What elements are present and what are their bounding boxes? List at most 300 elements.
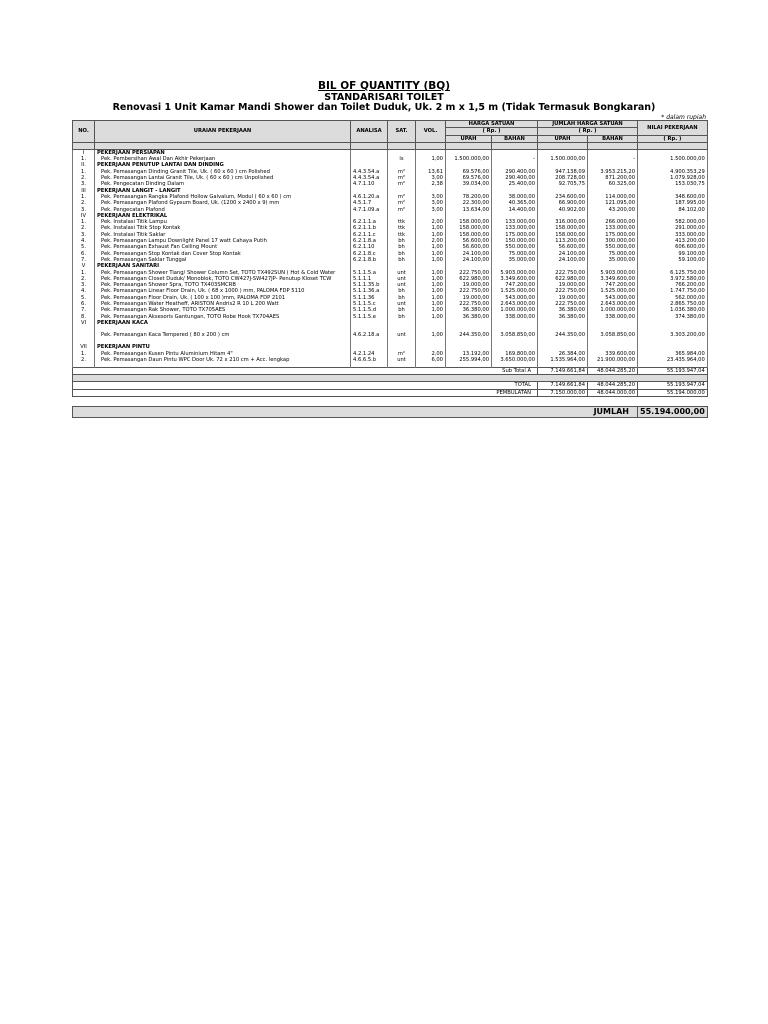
gap-row (73, 396, 708, 406)
row-no: III (73, 188, 95, 194)
row-volume: 1,00 (416, 270, 446, 276)
header-nilai-rp: ( Rp. ) (638, 135, 708, 142)
row-description: Pek. Pemasangan Plafond Gypsum Board, Uk. (1200 x 2400 x 9) mm (95, 200, 351, 206)
row-jumlah-upah: 56.600,00 (538, 244, 588, 250)
row-no: 1. (73, 156, 95, 162)
row-jumlah-bahan: 338.000,00 (588, 314, 638, 320)
row-analisa: 6.2.1.1.a (351, 219, 388, 225)
header-row-1 (73, 121, 708, 128)
row-nilai: 1.747.750,00 (638, 288, 708, 294)
row-description: PEKERJAAN LANGIT - LANGIT (95, 188, 351, 194)
row-description: Pek. Pembersihan Awal Dan Akhir Pekerjaan (95, 156, 351, 162)
total-bahan: 48.044.285,20 (588, 382, 638, 389)
header-sat: SAT. (388, 121, 416, 143)
subtotal-bahan: 48.044.285,20 (588, 368, 638, 375)
row-jumlah-upah: 36.380,00 (538, 307, 588, 313)
row-nilai: 6.125.750,00 (638, 270, 708, 276)
jumlah-nilai: 55.194.000,00 (638, 406, 708, 417)
row-nilai: 1.500.000,00 (638, 156, 708, 162)
row-jumlah-upah: 26.384,00 (538, 351, 588, 357)
row-analisa: 5.1.1.5.a (351, 270, 388, 276)
header-no: NO. (73, 121, 95, 143)
row-jumlah-upah: 222.750,00 (538, 301, 588, 307)
row-unit: unt (388, 282, 416, 288)
row-volume: 1,00 (416, 295, 446, 301)
row-jumlah-upah: 947.138,09 (538, 169, 588, 175)
row-harga-upah: 36.380,00 (446, 307, 492, 313)
row-jumlah-bahan: 75.000,00 (588, 251, 638, 257)
row-unit: bh (388, 295, 416, 301)
row-analisa: 6.2.1.1.b (351, 225, 388, 231)
row-nilai: 3.972.580,00 (638, 276, 708, 282)
row-harga-upah: 13.634,00 (446, 207, 492, 213)
row-harga-bahan: 40.365,00 (492, 200, 538, 206)
row-jumlah-bahan: 175.000,00 (588, 232, 638, 238)
pembulatan-bahan: 48.044.000,00 (588, 389, 638, 396)
header-bahan: BAHAN (492, 135, 538, 142)
row-no: 2. (73, 276, 95, 282)
row-harga-upah: 622.980,00 (446, 276, 492, 282)
row-description: Pek. Pengecatan Dinding Dalam (95, 181, 351, 187)
row-unit: bh (388, 314, 416, 320)
row-harga-bahan: 1.000.000,00 (492, 307, 538, 313)
row-jumlah-bahan: 114.000,00 (588, 194, 638, 200)
row-volume: 2,00 (416, 238, 446, 244)
row-nilai: 365.984,00 (638, 351, 708, 357)
row-no: 3. (73, 282, 95, 288)
row-harga-upah: 158.000,00 (446, 232, 492, 238)
header-uraian: URAIAN PEKERJAAN (95, 121, 351, 143)
row-nilai: 333.000,00 (638, 232, 708, 238)
row-description: Pek. Pemasangan Kaca Tempered ( 80 x 200 ) cm (95, 326, 351, 344)
row-nilai: 562.000,00 (638, 295, 708, 301)
row-analisa: 6.2.1.1.c (351, 232, 388, 238)
row-volume: 1,00 (416, 288, 446, 294)
row-no: 6. (73, 301, 95, 307)
row-harga-bahan: 133.000,00 (492, 219, 538, 225)
row-volume: 3,00 (416, 175, 446, 181)
row-analisa (351, 149, 388, 156)
row-harga-bahan: 5.903.000,00 (492, 270, 538, 276)
total-label: TOTAL (73, 382, 538, 389)
row-analisa: 5.1.1.36.a (351, 288, 388, 294)
row-jumlah-bahan: 550.000,00 (588, 244, 638, 250)
row-jumlah-upah: 234.600,00 (538, 194, 588, 200)
row-jumlah-bahan: 339.600,00 (588, 351, 638, 357)
row-harga-upah (446, 149, 492, 156)
row-analisa: 5.1.1.35.b (351, 282, 388, 288)
row-nilai: 153.030,75 (638, 181, 708, 187)
row-jumlah-upah: 113.200,00 (538, 238, 588, 244)
header-upah: UPAH (538, 135, 588, 142)
row-jumlah-bahan: 543.000,00 (588, 295, 638, 301)
row-no: II. (73, 162, 95, 168)
row-volume: 1,00 (416, 307, 446, 313)
row-harga-upah: 13.192,00 (446, 351, 492, 357)
row-analisa: 4.2.1.24 (351, 351, 388, 357)
header-nilai: NILAI PEKERJAAN (638, 121, 708, 136)
row-unit: bh (388, 238, 416, 244)
row-jumlah-upah: 158.000,00 (538, 225, 588, 231)
row-jumlah-bahan: 60.325,00 (588, 181, 638, 187)
row-analisa: 6.2.1.10 (351, 244, 388, 250)
row-harga-upah: 22.300,00 (446, 200, 492, 206)
row-jumlah-bahan: 2.643.000,00 (588, 301, 638, 307)
row-unit: m² (388, 175, 416, 181)
row-harga-bahan: 1.525.000,00 (492, 288, 538, 294)
row-analisa: 4.7.1.10 (351, 181, 388, 187)
project-description: Renovasi 1 Unit Kamar Mandi Shower dan Toilet Duduk, Uk. 2 m x 1,5 m (Tidak Termasuk Bongkaran) (112, 102, 656, 113)
row-description: Pek. Pemasangan Rak Shower, TOTO TX705AES (95, 307, 351, 313)
row-unit: ttk (388, 219, 416, 225)
row-jumlah-bahan: 747.200,00 (588, 282, 638, 288)
row-nilai: 1.036.380,00 (638, 307, 708, 313)
row-volume: 2,00 (416, 351, 446, 357)
row-description: Pek. Pemasangan Daun Pintu WPC Door Uk. 72 x 210 cm + Acc. lengkap (95, 357, 351, 363)
row-no: 6. (73, 251, 95, 257)
row-no: 1. (73, 351, 95, 357)
row-jumlah-upah: 316.000,00 (538, 219, 588, 225)
row-harga-upah: 158.000,00 (446, 219, 492, 225)
row-volume: 1,00 (416, 301, 446, 307)
total-row (73, 382, 708, 389)
row-nilai: 348.600,00 (638, 194, 708, 200)
totals-separator (73, 375, 708, 382)
row-volume: 1,00 (416, 257, 446, 263)
section-row (73, 149, 708, 156)
row-volume: 1,00 (416, 156, 446, 162)
row-analisa: 4.6.6.5.b (351, 357, 388, 363)
header-harga-satuan: HARGA SATUAN (446, 121, 538, 128)
row-unit: bh (388, 307, 416, 313)
row-jumlah-upah: 1.535.964,00 (538, 357, 588, 363)
row-no: 2. (73, 200, 95, 206)
row-harga-upah: 255.994,00 (446, 357, 492, 363)
row-harga-upah: 244.350,00 (446, 326, 492, 344)
row-unit: unt (388, 301, 416, 307)
subtotal-label: Sub Total A (73, 368, 538, 375)
row-volume: 3,00 (416, 194, 446, 200)
row-unit: bh (388, 257, 416, 263)
row-harga-bahan (492, 149, 538, 156)
row-harga-upah: 222.750,00 (446, 301, 492, 307)
row-harga-upah: 78.200,00 (446, 194, 492, 200)
row-nilai: 766.200,00 (638, 282, 708, 288)
row-jumlah-bahan (588, 149, 638, 156)
row-unit: unt (388, 276, 416, 282)
row-description: Pek. Pemasangan Dinding Granit Tile, Uk. ( 60 x 60 ) cm Polished (95, 169, 351, 175)
row-harga-upah: 69.576,00 (446, 175, 492, 181)
row-unit: unt (388, 270, 416, 276)
subtotal-nilai: 55.193.947,04 (638, 368, 708, 375)
row-description: Pek. Pemasangan Floor Drain, Uk. ( 100 x 100 )mm, PALOMA FDP 2101 (95, 295, 351, 301)
row-description: Pek. Pemasangan Rangka Plafond Hollow Galvalum, Modul ( 60 x 60 ) cm (95, 194, 351, 200)
row-description: Pek. Pemasangan Closet Duduk/ Monoblok, TOTO CW427J-SW427JP- Penutup Kloset TCW (95, 276, 351, 282)
row-description: Pek. Pemasangan Shower Tiang/ Shower Column Set, TOTO TX492SUN ( Hot & Cold Water (95, 270, 351, 276)
row-harga-bahan: 14.400,00 (492, 207, 538, 213)
row-analisa: 6.2.1.8.b (351, 257, 388, 263)
row-nilai (638, 149, 708, 156)
row-analisa: 5.1.1.1 (351, 276, 388, 282)
row-jumlah-bahan: 133.000,00 (588, 225, 638, 231)
row-description: Pek. Pemasangan Aksesoris Gantungan, TOTO Robe Hook TX704AES (95, 314, 351, 320)
row-description: PEKERJAAN SANITARI (95, 263, 351, 269)
row-analisa: 4.6.1.20.a (351, 194, 388, 200)
row-jumlah-bahan: 871.200,00 (588, 175, 638, 181)
row-harga-bahan: 35.000,00 (492, 257, 538, 263)
row-volume: 2,38 (416, 181, 446, 187)
row-no: 3. (73, 232, 95, 238)
row-jumlah-upah: 19.000,00 (538, 282, 588, 288)
row-harga-upah: 19.000,00 (446, 282, 492, 288)
pembulatan-upah: 7.150.000,00 (538, 389, 588, 396)
row-harga-bahan: 150.000,00 (492, 238, 538, 244)
row-jumlah-bahan: 266.000,00 (588, 219, 638, 225)
row-unit: ttk (388, 225, 416, 231)
row-unit (388, 149, 416, 156)
row-harga-upah: 222.750,00 (446, 270, 492, 276)
row-analisa: 6.2.1.8.c (351, 251, 388, 257)
row-volume: 6,00 (416, 357, 446, 363)
row-harga-bahan: - (492, 156, 538, 162)
row-no: VII (73, 344, 95, 350)
row-harga-upah: 56.600,00 (446, 238, 492, 244)
row-nilai: 582.000,00 (638, 219, 708, 225)
row-jumlah-bahan: 5.903.000,00 (588, 270, 638, 276)
row-description: Pek. Pemasangan Kusen Pintu Aluminium Hitam 4" (95, 351, 351, 357)
row-harga-bahan: 290.400,00 (492, 169, 538, 175)
row-unit: ls (388, 156, 416, 162)
row-no: 3. (73, 181, 95, 187)
row-no: 7. (73, 307, 95, 313)
row-unit: bh (388, 244, 416, 250)
row-description: PEKERJAAN PENUTUP LANTAI DAN DINDING (95, 162, 351, 168)
row-nilai: 4.900.353,29 (638, 169, 708, 175)
row-nilai: 59.100,00 (638, 257, 708, 263)
row-jumlah-upah: 1.500.000,00 (538, 156, 588, 162)
row-nilai: 3.303.200,00 (638, 326, 708, 344)
row-jumlah-bahan: 3.349.600,00 (588, 276, 638, 282)
document-subtitle: STANDARISARI TOILET (324, 92, 444, 103)
row-nilai: 413.200,00 (638, 238, 708, 244)
row-jumlah-upah: 40.902,00 (538, 207, 588, 213)
pembulatan-row (73, 389, 708, 396)
row-no: 2. (73, 225, 95, 231)
row-description: Pek. Pemasangan Shower Spra, TOTO TX403SMCRB (95, 282, 351, 288)
row-analisa: 5.1.1.5.c (351, 301, 388, 307)
row-analisa: 4.4.3.54.a (351, 175, 388, 181)
jumlah-row (73, 406, 708, 417)
row-no: 3. (73, 207, 95, 213)
row-no: 4. (73, 238, 95, 244)
row-jumlah-upah: 92.705,75 (538, 181, 588, 187)
row-harga-bahan: 38.000,00 (492, 194, 538, 200)
row-analisa: 5.1.1.5.d (351, 307, 388, 313)
row-harga-upah: 36.380,00 (446, 314, 492, 320)
row-harga-bahan: 3.058.850,00 (492, 326, 538, 344)
row-analisa: 5.1.1.5.e (351, 314, 388, 320)
row-harga-bahan: 550.000,00 (492, 244, 538, 250)
row-no: 4. (73, 288, 95, 294)
row-volume: 1,00 (416, 251, 446, 257)
row-unit: m² (388, 169, 416, 175)
row-description: Pek. Pemasangan Water Heatheff, ARISTON Andris2 R 10 L 200 Watt (95, 301, 351, 307)
row-unit: m² (388, 194, 416, 200)
row-harga-upah: 158.000,00 (446, 225, 492, 231)
row-no: 5. (73, 244, 95, 250)
row-jumlah-bahan: 3.058.850,00 (588, 326, 638, 344)
row-analisa: 6.2.1.8.a (351, 238, 388, 244)
header-vol: VOL. (416, 121, 446, 143)
row-unit: m² (388, 351, 416, 357)
subtotal-row (73, 368, 708, 375)
row-unit: m² (388, 200, 416, 206)
bq-table (72, 120, 708, 418)
row-jumlah-upah: 244.350,00 (538, 326, 588, 344)
row-jumlah-bahan: 1.000.000,00 (588, 307, 638, 313)
row-nilai: 23.435.964,00 (638, 357, 708, 363)
row-volume: 1,00 (416, 276, 446, 282)
row-no: IV (73, 213, 95, 219)
row-harga-upah: 39.034,00 (446, 181, 492, 187)
row-jumlah-bahan: 35.000,00 (588, 257, 638, 263)
row-harga-bahan: 3.349.600,00 (492, 276, 538, 282)
row-harga-bahan: 338.000,00 (492, 314, 538, 320)
row-jumlah-upah: 622.980,00 (538, 276, 588, 282)
row-nilai: 99.100,00 (638, 251, 708, 257)
header-analisa: ANALISA (351, 121, 388, 143)
row-nilai: 1.079.928,00 (638, 175, 708, 181)
row-jumlah-upah: 66.900,00 (538, 200, 588, 206)
row-jumlah-upah: 158.000,00 (538, 232, 588, 238)
row-jumlah-bahan: 121.095,00 (588, 200, 638, 206)
row-volume: 1,00 (416, 282, 446, 288)
row-nilai: 84.102,00 (638, 207, 708, 213)
bq-rows (73, 149, 708, 363)
row-jumlah-upah: 24.100,00 (538, 251, 588, 257)
row-description: Pek. Pengecatan Plafond (95, 207, 351, 213)
row-harga-bahan: 25.400,00 (492, 181, 538, 187)
row-nilai: 606.600,00 (638, 244, 708, 250)
row-jumlah-bahan: - (588, 156, 638, 162)
row-description: Pek. Pemasangan Stop Kontak dan Cover Stop Kontak (95, 251, 351, 257)
row-volume: 3,00 (416, 207, 446, 213)
row-description: PEKERJAAN ELEKTRIKAL (95, 213, 351, 219)
row-analisa: 5.1.1.36 (351, 295, 388, 301)
row-no: 1. (73, 169, 95, 175)
total-upah: 7.149.661,84 (538, 382, 588, 389)
row-unit: bh (388, 288, 416, 294)
row-jumlah-upah: 19.000,00 (538, 295, 588, 301)
row-harga-upah: 19.000,00 (446, 295, 492, 301)
row-volume: 1,00 (416, 326, 446, 344)
row-harga-upah: 24.100,00 (446, 257, 492, 263)
header-bahan: BAHAN (588, 135, 638, 142)
row-jumlah-upah: 222.750,00 (538, 270, 588, 276)
row-harga-bahan: 3.650.000,00 (492, 357, 538, 363)
row-jumlah-bahan: 1.525.000,00 (588, 288, 638, 294)
row-description: Pek. Pemasangan Saklar Tunggal (95, 257, 351, 263)
row-unit: unt (388, 357, 416, 363)
row-no: 2. (73, 357, 95, 363)
row-jumlah-upah: 208.728,00 (538, 175, 588, 181)
row-description: PEKERJAAN PINTU (95, 344, 351, 350)
row-unit: unt (388, 326, 416, 344)
row-description: Pek. Instalasi Titik Saklar (95, 232, 351, 238)
row-analisa: 4.6.2.18.a (351, 326, 388, 344)
row-unit: bh (388, 251, 416, 257)
subtotal-upah: 7.149.661,84 (538, 368, 588, 375)
row-harga-bahan: 75.000,00 (492, 251, 538, 257)
header-separator (73, 142, 708, 149)
row-harga-bahan: 175.000,00 (492, 232, 538, 238)
row-no: VI (73, 320, 95, 326)
row-no: 1. (73, 219, 95, 225)
row-unit: ttk (388, 232, 416, 238)
row-analisa: 4.4.3.54.a (351, 169, 388, 175)
row-volume: 1,00 (416, 244, 446, 250)
row-jumlah-upah (538, 149, 588, 156)
row-nilai: 2.865.750,00 (638, 301, 708, 307)
row-jumlah-upah: 36.380,00 (538, 314, 588, 320)
row-description: Pek. Instalasi Titik Stop Kontak (95, 225, 351, 231)
row-volume: 2,00 (416, 219, 446, 225)
row-description: Pek. Pemasangan Exhaust Fan Ceiling Mount (95, 244, 351, 250)
row-jumlah-bahan: 3.953.215,20 (588, 169, 638, 175)
header-rp-jumlah: ( Rp. ) (538, 128, 638, 135)
row-no: V (73, 263, 95, 269)
row-unit: m² (388, 181, 416, 187)
total-nilai: 55.193.947,04 (638, 382, 708, 389)
header-upah: UPAH (446, 135, 492, 142)
row-jumlah-bahan: 21.900.000,00 (588, 357, 638, 363)
row-harga-upah: 69.576,00 (446, 169, 492, 175)
row-description: Pek. Pemasangan Linear Floor Drain, Uk. ( 68 x 1000 ) mm, PALOMA FDP 5110 (95, 288, 351, 294)
row-description: Pek. Pemasangan Lampu Downlight Panel 17 watt Cahaya Putih (95, 238, 351, 244)
row-volume (416, 149, 446, 156)
row-analisa: 4.7.1.09.a (351, 207, 388, 213)
jumlah-label: JUMLAH (73, 406, 638, 417)
row-no: I (73, 149, 95, 156)
row-harga-bahan: 2.643.000,00 (492, 301, 538, 307)
row-volume: 3,00 (416, 200, 446, 206)
row-nilai: 291.000,00 (638, 225, 708, 231)
row-harga-upah: 222.750,00 (446, 288, 492, 294)
row-nilai: 187.995,00 (638, 200, 708, 206)
row-analisa: 4.5.1.7 (351, 200, 388, 206)
document-title: BIL OF QUANTITY (BQ) (317, 80, 451, 92)
row-no: 7. (73, 257, 95, 263)
header-rp-harga: ( Rp. ) (446, 128, 538, 135)
row-description: Pek. Pemasangan Lantai Granit Tile, Uk. ( 60 x 60 ) cm Unpolished (95, 175, 351, 181)
row-no: 1. (73, 270, 95, 276)
row-nilai: 374.380,00 (638, 314, 708, 320)
row-jumlah-bahan: 300.000,00 (588, 238, 638, 244)
row-no: 2. (73, 175, 95, 181)
row-harga-bahan: 747.200,00 (492, 282, 538, 288)
row-harga-bahan: 290.400,00 (492, 175, 538, 181)
row-description: Pek. Instalasi Titik Lampu (95, 219, 351, 225)
row-no: 8. (73, 314, 95, 320)
totals-section (73, 363, 708, 417)
row-volume: 13,61 (416, 169, 446, 175)
row-jumlah-upah: 24.100,00 (538, 257, 588, 263)
currency-note: * dalam rupiah (661, 114, 706, 121)
row-no: 5. (73, 295, 95, 301)
row-volume: 1,00 (416, 232, 446, 238)
row-unit: m² (388, 207, 416, 213)
row-harga-upah: 56.600,00 (446, 244, 492, 250)
